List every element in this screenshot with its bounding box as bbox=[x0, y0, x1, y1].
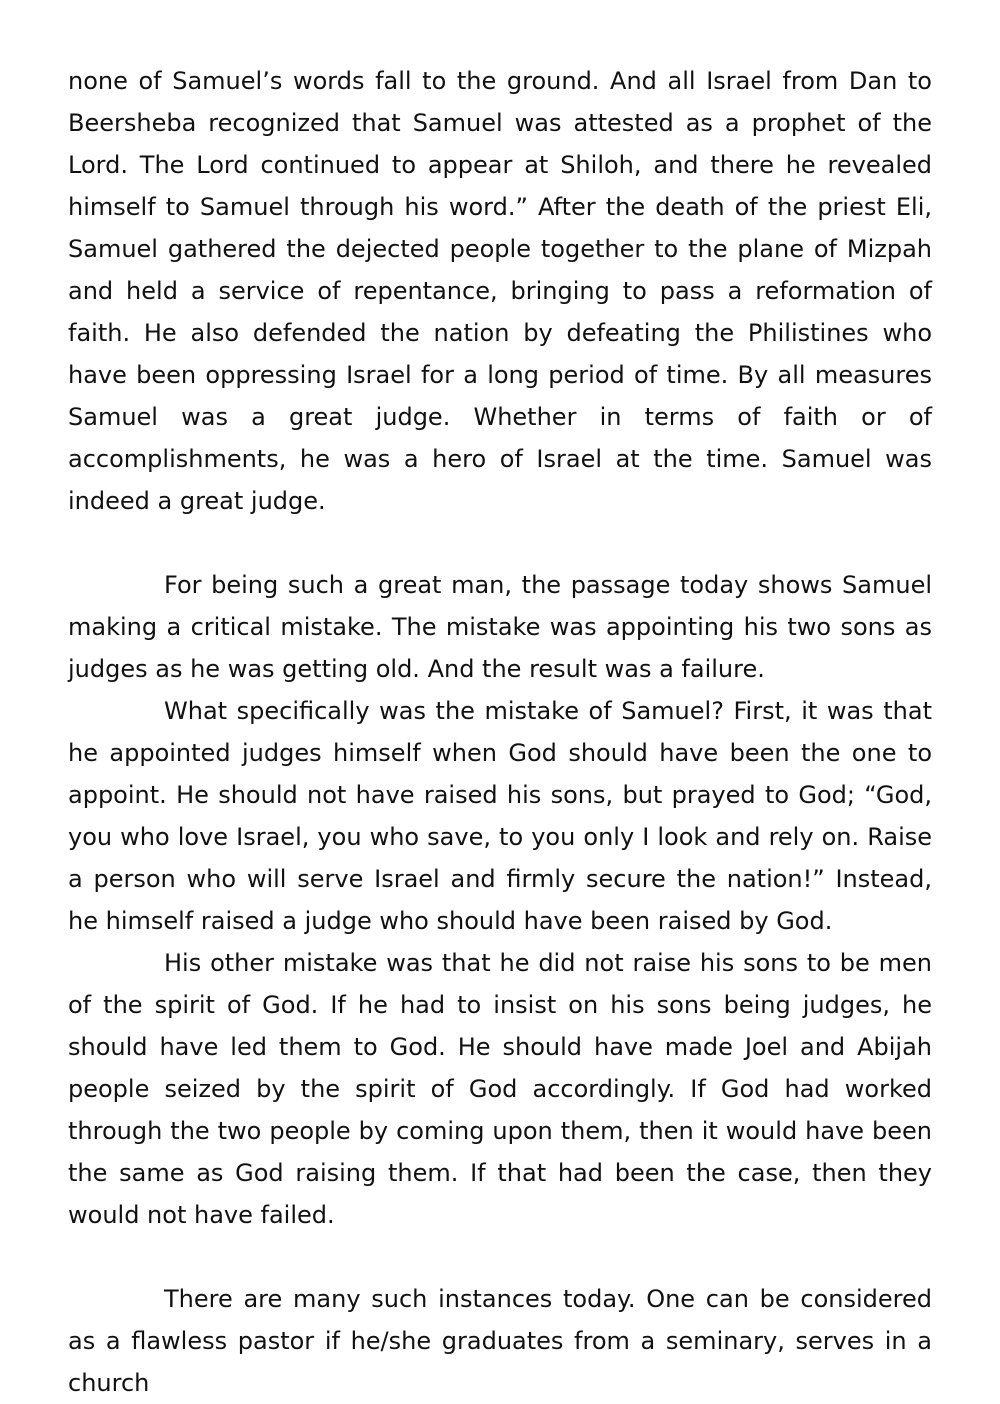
paragraph-instances-today: There are many such instances today. One can be considered as a flawless pastor if he/she graduates from a seminary, serves in a church bbox=[68, 1285, 932, 1397]
paragraph-samuel-prophet: none of Samuel’s words fall to the ground. And all Israel from Dan to Beersheba recognized that Samuel was attested as a prophet of the Lord. The Lord continued to appear at Shiloh, and there he revealed himself to Samuel through his word.” After the death of the priest Eli, Samuel gathered the dejected people together to the plane of Mizpah and held a service of repentance, bringing to pass a reformation of faith. He also defended the nation by defeating the Philistines who have been oppressing Israel for a long period of time. By all measures Samuel was a great judge. Whether in terms of faith or of accomplishments, he was a hero of Israel at the time. Samuel was indeed a great judge. bbox=[68, 67, 932, 515]
paragraph-other-mistake: His other mistake was that he did not raise his sons to be men of the spirit of God. If he had to insist on his sons being judges, he should have led them to God. He should have made Joel and Abijah people seized by the spirit of God accordingly. If God had worked through the two people by coming upon them, then it would have been the same as God raising them. If that had been the case, then they would not have failed. bbox=[68, 949, 932, 1229]
paragraph-first-mistake: What specifically was the mistake of Samuel? First, it was that he appointed judges himself when God should have been the one to appoint. He should not have raised his sons, but prayed to God; “God, you who love Israel, you who save, to you only I look and rely on. Raise a person who will serve Israel and firmly secure the nation!” Instead, he himself raised a judge who should have been raised by God. bbox=[68, 697, 932, 935]
document-page bbox=[68, 60, 932, 1404]
paragraph-critical-mistake: For being such a great man, the passage today shows Samuel making a critical mistake. The mistake was appointing his two sons as judges as he was getting old. And the result was a failure. bbox=[68, 571, 932, 683]
